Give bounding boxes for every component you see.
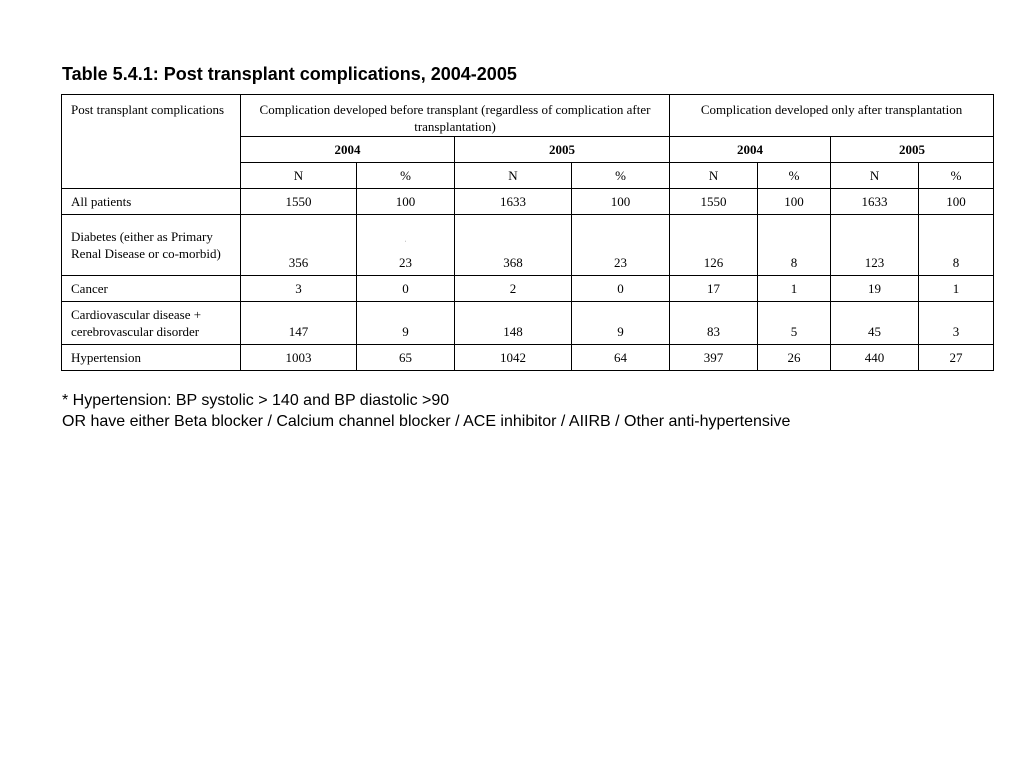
table-row — [62, 189, 994, 215]
row-label-header: Post transplant complications — [62, 95, 241, 189]
table-cell: 1550 — [670, 189, 758, 215]
table-cell: 83 — [670, 302, 758, 345]
table-cell: 0 — [572, 276, 670, 302]
complications-table — [61, 94, 994, 371]
table-cell: 9 — [572, 302, 670, 345]
year-header: 2005 — [455, 137, 670, 163]
group-header-after: Complication developed only after transplantation — [670, 95, 994, 137]
subcol-header: N — [831, 163, 919, 189]
table-cell: 123 — [831, 215, 919, 276]
table-cell: 45 — [831, 302, 919, 345]
row-label: Hypertension — [62, 345, 241, 371]
row-label: Cardiovascular disease + cerebrovascular disorder — [62, 302, 241, 345]
table-cell: 8 — [758, 215, 831, 276]
subcol-header: % — [758, 163, 831, 189]
table-cell: 3 — [919, 302, 994, 345]
table-cell: 1042 — [455, 345, 572, 371]
table-row — [62, 215, 994, 276]
footnote — [62, 390, 790, 432]
table-cell: 23 — [572, 215, 670, 276]
row-label: Diabetes (either as Primary Renal Disease or co-morbid) — [62, 215, 241, 276]
table-cell: 5 — [758, 302, 831, 345]
table-cell: 397 — [670, 345, 758, 371]
row-label: Cancer — [62, 276, 241, 302]
table-cell: 1 — [919, 276, 994, 302]
table-cell: 27 — [919, 345, 994, 371]
table-cell: 1633 — [455, 189, 572, 215]
table-cell: 3 — [241, 276, 357, 302]
subcol-header: % — [357, 163, 455, 189]
table-cell: 17 — [670, 276, 758, 302]
group-header-before: Complication developed before transplant (regardless of complication after transplantation) — [241, 95, 670, 137]
table-cell: 148 — [455, 302, 572, 345]
table-cell: 368 — [455, 215, 572, 276]
table-cell: 65 — [357, 345, 455, 371]
table-cell: 100 — [357, 189, 455, 215]
table-cell: 64 — [572, 345, 670, 371]
table-cell: 356 — [241, 215, 357, 276]
table-cell: 26 — [758, 345, 831, 371]
table-cell: 1003 — [241, 345, 357, 371]
subcol-header: N — [241, 163, 357, 189]
table-cell: 1 — [758, 276, 831, 302]
table-row — [62, 276, 994, 302]
table-cell: 9 — [357, 302, 455, 345]
table-cell: 126 — [670, 215, 758, 276]
table-cell: 100 — [758, 189, 831, 215]
table-cell — [357, 215, 455, 276]
subcol-header: % — [919, 163, 994, 189]
table-cell: 2 — [455, 276, 572, 302]
subcol-header: % — [572, 163, 670, 189]
subcol-header: N — [670, 163, 758, 189]
table-row — [62, 345, 994, 371]
table-title: Table 5.4.1: Post transplant complications, 2004-2005 — [62, 64, 517, 84]
table-cell: 100 — [919, 189, 994, 215]
table-cell: 147 — [241, 302, 357, 345]
subcol-header: N — [455, 163, 572, 189]
table-cell: 440 — [831, 345, 919, 371]
table-cell: 1633 — [831, 189, 919, 215]
table-cell-value: 23 — [399, 255, 412, 270]
table-cell: 1550 — [241, 189, 357, 215]
header-row-groups — [62, 95, 994, 137]
footnote-line: * Hypertension: BP systolic > 140 and BP diastolic >90 — [62, 392, 450, 409]
table-cell: 100 — [572, 189, 670, 215]
year-header: 2005 — [831, 137, 994, 163]
table-cell: 0 — [357, 276, 455, 302]
table-row — [62, 302, 994, 345]
table-cell: 8 — [919, 215, 994, 276]
row-label: All patients — [62, 189, 241, 215]
stray-mark: · — [404, 239, 407, 245]
table-cell: 19 — [831, 276, 919, 302]
footnote-line: OR have either Beta blocker / Calcium channel blocker / ACE inhibitor / AIIRB / Other anti-hypertensive — [62, 413, 791, 430]
year-header: 2004 — [241, 137, 455, 163]
year-header: 2004 — [670, 137, 831, 163]
